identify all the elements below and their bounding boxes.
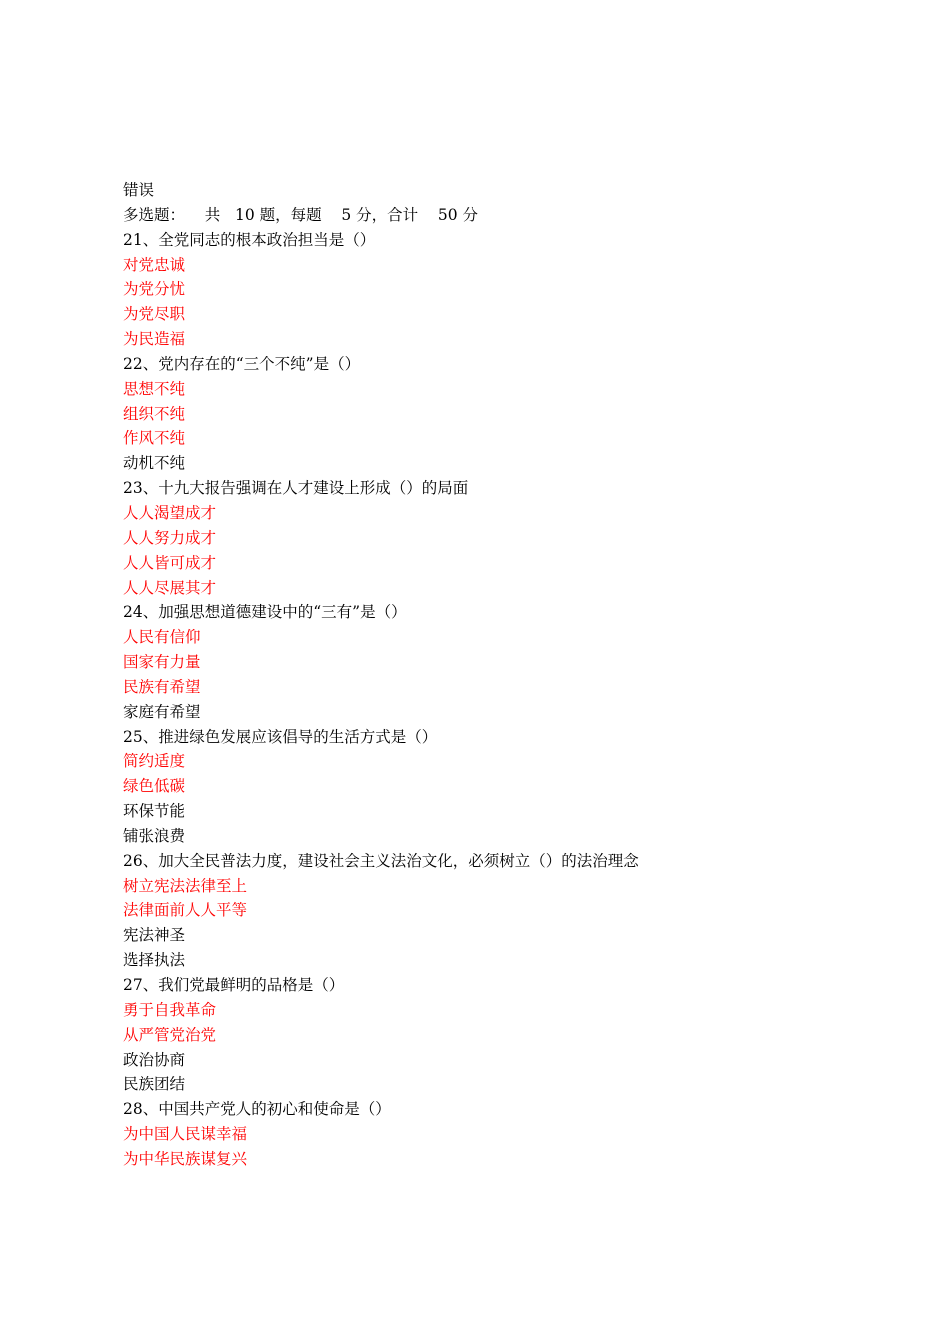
correct-option: 为民造福 bbox=[123, 330, 186, 349]
question-stem: 22、党内存在的“三个不纯”是（） bbox=[123, 354, 361, 373]
question-stem: 26、加大全民普法力度，建设社会主义法治文化，必须树立（）的法治理念 bbox=[123, 851, 639, 870]
correct-option: 为中国人民谋幸福 bbox=[123, 1125, 248, 1144]
correct-option: 为党分忧 bbox=[123, 280, 186, 299]
option: 政治协商 bbox=[123, 1050, 186, 1069]
correct-option: 为中华民族谋复兴 bbox=[123, 1149, 248, 1168]
correct-option: 组织不纯 bbox=[123, 404, 186, 423]
option: 铺张浪费 bbox=[123, 826, 186, 845]
correct-option: 国家有力量 bbox=[123, 653, 201, 672]
correct-option: 人人尽展其才 bbox=[123, 578, 217, 597]
correct-option: 思想不纯 bbox=[123, 379, 186, 398]
option: 家庭有希望 bbox=[123, 702, 201, 721]
question-stem: 21、全党同志的根本政治担当是（） bbox=[123, 230, 376, 249]
correct-option: 勇于自我革命 bbox=[123, 1000, 217, 1019]
quiz-content bbox=[123, 178, 903, 1172]
correct-option: 人人皆可成才 bbox=[123, 553, 217, 572]
option: 动机不纯 bbox=[123, 454, 186, 473]
option: 环保节能 bbox=[123, 802, 186, 821]
correct-option: 人人渴望成才 bbox=[123, 503, 217, 522]
correct-option: 法律面前人人平等 bbox=[123, 901, 248, 920]
question-stem: 28、中国共产党人的初心和使命是（） bbox=[123, 1100, 391, 1119]
question-stem: 27、我们党最鲜明的品格是（） bbox=[123, 976, 345, 994]
correct-option: 从严管党治党 bbox=[123, 1025, 217, 1044]
section-header: 多选题： 共 10 题，每题 5 分，合计 50 分 bbox=[123, 205, 478, 224]
correct-option: 作风不纯 bbox=[123, 429, 186, 448]
previous-answer-text: 错误 bbox=[123, 181, 155, 199]
option: 民族团结 bbox=[123, 1075, 186, 1094]
question-stem: 25、推进绿色发展应该倡导的生活方式是（） bbox=[123, 727, 438, 746]
correct-option: 对党忠诚 bbox=[123, 255, 186, 274]
correct-option: 绿色低碳 bbox=[123, 777, 186, 796]
question-stem: 23、十九大报告强调在人才建设上形成（）的局面 bbox=[123, 479, 469, 498]
correct-option: 为党尽职 bbox=[123, 305, 186, 324]
correct-option: 树立宪法法律至上 bbox=[123, 876, 248, 895]
option: 宪法神圣 bbox=[123, 926, 186, 945]
correct-option: 民族有希望 bbox=[123, 677, 201, 696]
correct-option: 人人努力成才 bbox=[123, 528, 217, 547]
correct-option: 简约适度 bbox=[123, 752, 186, 771]
question-stem: 24、加强思想道德建设中的“三有”是（） bbox=[123, 603, 407, 622]
option: 选择执法 bbox=[123, 951, 186, 970]
correct-option: 人民有信仰 bbox=[123, 628, 201, 647]
